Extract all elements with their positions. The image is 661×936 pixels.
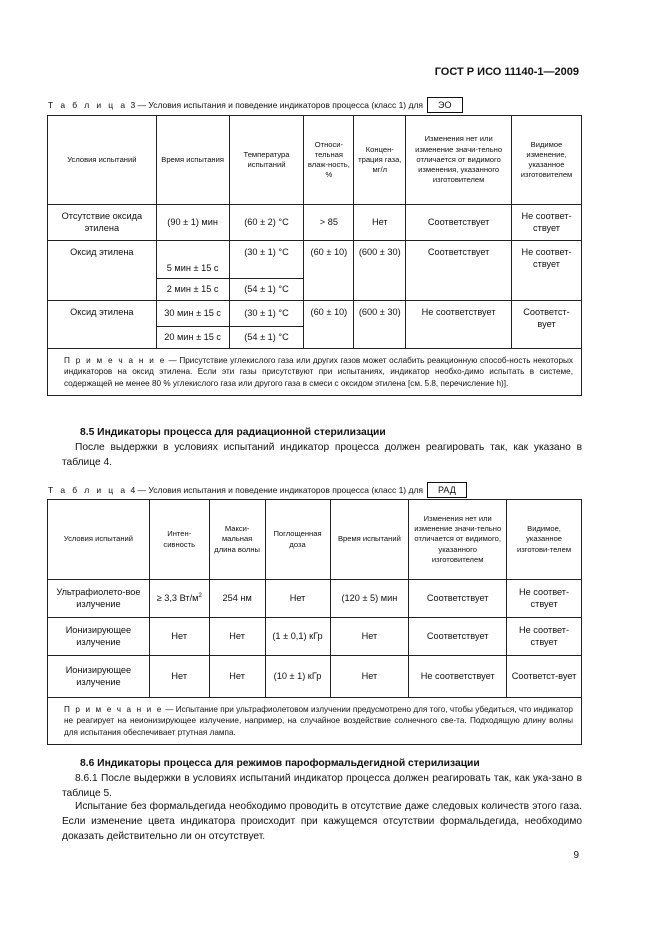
section-8-5-heading: 8.5 Индикаторы процесса для радиационной стерилизации bbox=[80, 427, 386, 438]
table3-note-label: П р и м е ч а н и е bbox=[64, 356, 166, 365]
table-cell: Ионизирующее излучение bbox=[48, 618, 150, 656]
table4-header-row bbox=[48, 500, 582, 580]
table3-header-row bbox=[48, 116, 582, 205]
table-row bbox=[48, 618, 582, 656]
table-cell: Соответст-вует bbox=[507, 656, 582, 698]
table-cell: Соответствует bbox=[406, 205, 512, 241]
table-cell: Не соответ-ствует bbox=[512, 205, 582, 241]
intensity-value: ≥ 3,3 Вт/м bbox=[156, 592, 199, 603]
table4-caption-text: 4 — Условия испытания и поведение индикаторов процесса (класс 1) для bbox=[130, 485, 424, 495]
intensity-exponent: 2 bbox=[198, 592, 202, 599]
table4-note bbox=[48, 698, 582, 745]
table3-caption-text: 3 — Условия испытания и поведение индикаторов процесса (класс 1) для bbox=[130, 100, 424, 110]
table-cell: Не соответствует bbox=[409, 656, 507, 698]
table-cell: Соответствует bbox=[406, 241, 512, 301]
section-8-6-p1: 8.6.1 После выдержки в условиях испытаний индикатор процесса должен реагировать так, как ука-зано в таблице 5. bbox=[62, 773, 582, 799]
table-row bbox=[48, 580, 582, 618]
table-cell: Соответствует bbox=[409, 580, 507, 618]
table-cell: Нет bbox=[330, 656, 409, 698]
table-cell: 5 мин ± 15 с bbox=[156, 261, 229, 279]
table-cell: 254 нм bbox=[209, 580, 265, 618]
table-cell: (54 ± 1) °С bbox=[229, 327, 304, 349]
t4-col-time: Время испытаний bbox=[330, 500, 409, 580]
table4-caption bbox=[48, 482, 467, 498]
table-cell: (60 ± 2) °С bbox=[229, 205, 304, 241]
table-cell: Нет bbox=[209, 656, 265, 698]
t4-col-intensity: Интен-сивность bbox=[149, 500, 209, 580]
table-cell bbox=[156, 241, 229, 261]
table-cell bbox=[149, 580, 209, 618]
table-cell: Не соответствует bbox=[406, 301, 512, 349]
table4-note-label: П р и м е ч а н и е bbox=[64, 705, 163, 714]
table-row bbox=[48, 241, 582, 261]
table3-caption-label: Т а б л и ц а bbox=[48, 100, 128, 110]
t3-col-humidity: Относи-тельная влаж-ность, % bbox=[304, 116, 354, 205]
table-cell: 30 мин ± 15 с bbox=[156, 301, 229, 327]
t3-col-conditions: Условия испытаний bbox=[48, 116, 157, 205]
table3 bbox=[47, 115, 582, 396]
table-cell: (1 ± 0,1) кГр bbox=[265, 618, 330, 656]
table-cell: Нет bbox=[265, 580, 330, 618]
standard-designation: ГОСТ Р ИСО 11140-1—2009 bbox=[434, 66, 579, 78]
table-cell: (600 ± 30) bbox=[354, 301, 406, 349]
table-row bbox=[48, 205, 582, 241]
table-cell: (54 ± 1) °С bbox=[229, 279, 304, 301]
table3-caption-box: ЭО bbox=[427, 97, 462, 113]
table-row bbox=[48, 301, 582, 327]
table-cell: Ионизирующее излучение bbox=[48, 656, 150, 698]
table3-caption bbox=[48, 97, 463, 113]
table-cell: Нет bbox=[330, 618, 409, 656]
t3-col-time: Время испытания bbox=[156, 116, 229, 205]
table-cell: Отсутствие оксида этилена bbox=[48, 205, 157, 241]
table-cell: (600 ± 30) bbox=[354, 241, 406, 301]
section-8-6-heading: 8.6 Индикаторы процесса для режимов парoформальдегидной стерилизации bbox=[80, 758, 480, 769]
table4-note-row bbox=[48, 698, 582, 745]
table-cell: (60 ± 10) bbox=[304, 301, 354, 349]
t3-col-no-change: Изменения нет или изменение значи-тельно отличается от видимого изменения, указанного изготовителем bbox=[406, 116, 512, 205]
table-cell: (30 ± 1) °С bbox=[229, 301, 304, 327]
table-cell: 20 мин ± 15 с bbox=[156, 327, 229, 349]
t3-col-temperature: Температура испытаний bbox=[229, 116, 304, 205]
table-cell: (30 ± 1) °С bbox=[229, 241, 304, 279]
page-number: 9 bbox=[573, 850, 579, 861]
t3-col-visible-change: Видимое изменение, указанное изготовителем bbox=[512, 116, 582, 205]
table-cell: Не соответ-ствует bbox=[507, 618, 582, 656]
t4-col-visible: Видимое, указанное изготови-телем bbox=[507, 500, 582, 580]
table4-caption-label: Т а б л и ц а bbox=[48, 485, 128, 495]
table-cell: Не соответ-ствует bbox=[507, 580, 582, 618]
table4-caption-box: РАД bbox=[427, 482, 467, 498]
t4-col-dose: Поглощенная доза bbox=[265, 500, 330, 580]
table-cell: Не соответ-ствует bbox=[512, 241, 582, 301]
table3-note bbox=[48, 349, 582, 396]
table-cell: Нет bbox=[149, 656, 209, 698]
table4-note-text: — Испытание при ультрафиолетовом излучении предусмотрено для того, чтобы убедиться, что индикатор не реагирует на неионизирующее излучение, например, на случайное воздействие солнечного све-та. Подходящую длину волны для испытания обеспечивает ртутная лампа. bbox=[64, 705, 573, 737]
table-cell: Нет bbox=[354, 205, 406, 241]
t4-col-conditions: Условия испытаний bbox=[48, 500, 150, 580]
table-cell: Оксид этилена bbox=[48, 301, 157, 349]
table-cell: Нет bbox=[149, 618, 209, 656]
table-cell: Нет bbox=[209, 618, 265, 656]
table-cell: (10 ± 1) кГр bbox=[265, 656, 330, 698]
table-row bbox=[48, 656, 582, 698]
t3-col-concentration: Концен-трация газа, мг/л bbox=[354, 116, 406, 205]
table3-note-row bbox=[48, 349, 582, 396]
table-cell: (120 ± 5) мин bbox=[330, 580, 409, 618]
table-cell: Соответствует bbox=[409, 618, 507, 656]
table-cell: Соответст-вует bbox=[512, 301, 582, 349]
table-cell: 2 мин ± 15 с bbox=[156, 279, 229, 301]
section-8-6-p2: Испытание без формальдегида необходимо проводить в отсутствие даже следовых количеств этого газа. Если изменение цвета индикатора происходит при кажущемся отсутствии формальдегида, необходимо доказать действительно ли он отсутствует. bbox=[62, 801, 582, 842]
table-cell: (90 ± 1) мин bbox=[156, 205, 229, 241]
table-cell: Оксид этилена bbox=[48, 241, 157, 301]
section-8-5-text: После выдержки в условиях испытаний индикатор процесса должен реагировать так, как указано в таблице 4. bbox=[62, 442, 582, 468]
table-cell: > 85 bbox=[304, 205, 354, 241]
table-cell: (60 ± 10) bbox=[304, 241, 354, 301]
table4 bbox=[47, 499, 582, 745]
table3-note-text: — Присутствие углекислого газа или других газов может ослабить реакционную способ-ность некоторых индикаторов на оксид этилена. Если эти газы присутствуют при испытаниях, индикатор необхо-димо испытать в системе, содержащей не менее 80 % углекислого газа или другого газа в смеси с оксидом этилена [см. 5.8, перечисление h)]. bbox=[64, 356, 573, 388]
t4-col-wavelength: Макси-мальная длина волны bbox=[209, 500, 265, 580]
t4-col-no-change: Изменения нет или изменение значи-тельно отличается от видимого, указанного изготовителем bbox=[409, 500, 507, 580]
table-cell: Ультрафиолето-вое излучение bbox=[48, 580, 150, 618]
